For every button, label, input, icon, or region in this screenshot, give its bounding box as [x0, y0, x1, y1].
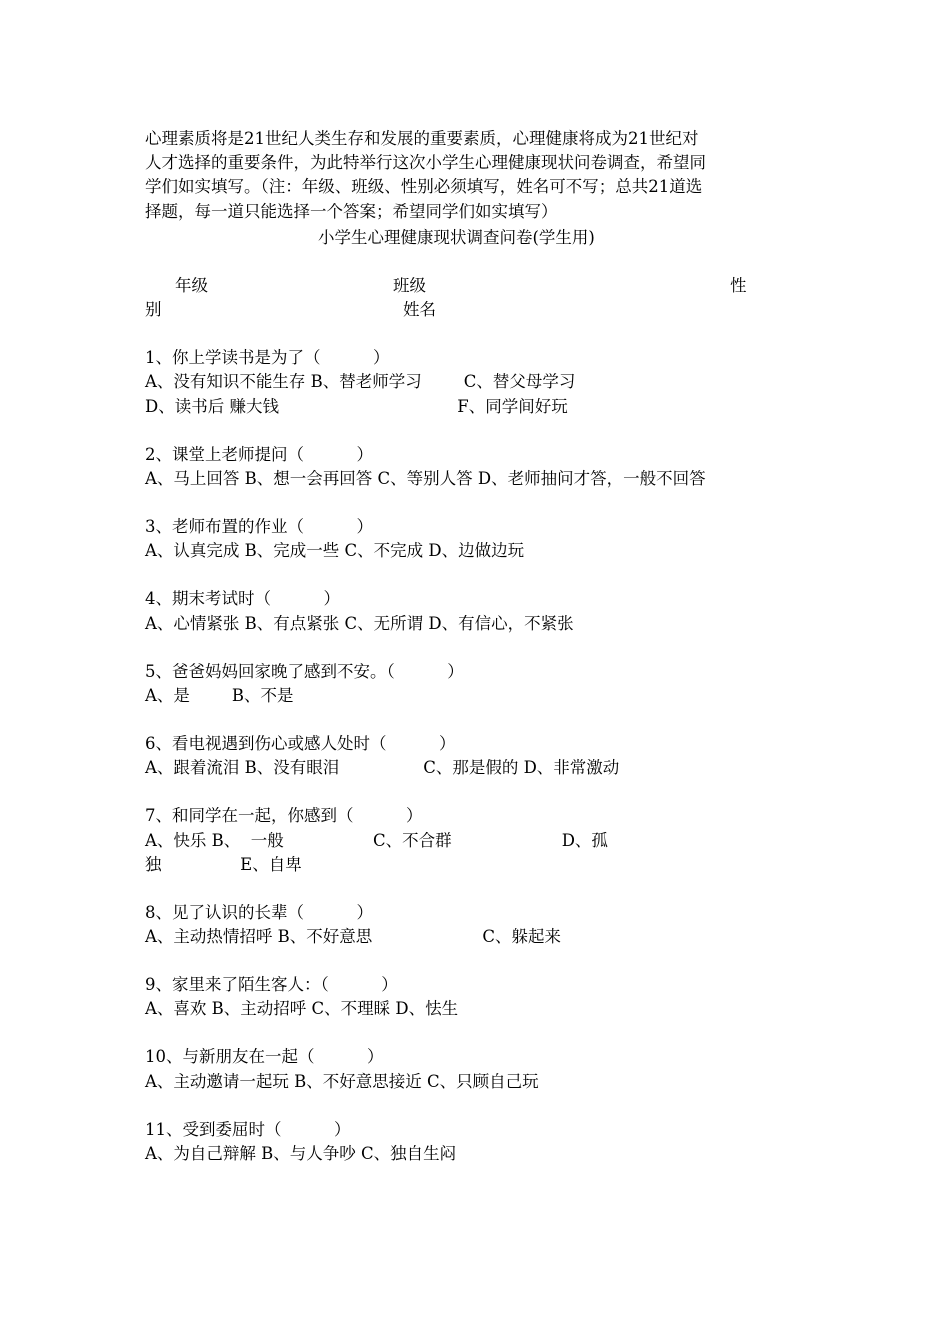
question-7-options-line-2: 独 E、自卑 [145, 855, 302, 874]
question-1-options-line-1: A、没有知识不能生存 B、替老师学习 C、替父母学习 [145, 372, 576, 391]
question-5-options: A、是 B、不是 [145, 686, 294, 705]
field-gender-label-part1: 性 [730, 276, 747, 295]
question-10-options: A、主动邀请一起玩 B、不好意思接近 C、只顾自己玩 [145, 1072, 539, 1091]
question-1: 1、你上学读书是为了（ ） [145, 348, 390, 367]
field-class-label: 班级 [393, 276, 426, 295]
question-2-options: A、马上回答 B、想一会再回答 C、等别人答 D、老师抽问才答，一般不回答 [145, 469, 706, 488]
question-1-options-line-2: D、读书后 赚大钱 F、同学间好玩 [145, 397, 568, 416]
field-gender-label-part2: 别 [145, 300, 162, 319]
intro-line-4: 择题，每一道只能选择一个答案；希望同学们如实填写） [145, 202, 558, 221]
question-11: 11、受到委屈时（ ） [145, 1120, 351, 1139]
question-10: 10、与新朋友在一起（ ） [145, 1047, 384, 1066]
field-name-label: 姓名 [403, 300, 436, 319]
question-5: 5、爸爸妈妈回家晚了感到不安。（ ） [145, 662, 464, 681]
question-6: 6、看电视遇到伤心或感人处时（ ） [145, 734, 456, 753]
intro-line-2: 人才选择的重要条件，为此特举行这次小学生心理健康现状问卷调查，希望同 [145, 153, 706, 172]
field-grade-label: 年级 [175, 276, 208, 295]
question-8-options: A、主动热情招呼 B、不好意思 C、躲起来 [145, 927, 562, 946]
question-2: 2、课堂上老师提问（ ） [145, 445, 373, 464]
question-9: 9、家里来了陌生客人：（ ） [145, 975, 398, 994]
question-7-options-line-1: A、快乐 B、 一般 C、不合群 D、孤 [145, 831, 608, 850]
intro-line-1: 心理素质将是21世纪人类生存和发展的重要素质，心理健康将成为21世纪对 [145, 129, 699, 148]
intro-line-3: 学们如实填写。（注：年级、班级、性别必须填写，姓名可不写；总共21道选 [145, 177, 703, 196]
question-7: 7、和同学在一起，你感到（ ） [145, 806, 423, 825]
question-8: 8、见了认识的长辈（ ） [145, 903, 373, 922]
question-3-options: A、认真完成 B、完成一些 C、不完成 D、边做边玩 [145, 541, 525, 560]
question-6-options: A、跟着流泪 B、没有眼泪 C、那是假的 D、非常激动 [145, 758, 620, 777]
question-11-options: A、为自己辩解 B、与人争吵 C、独自生闷 [145, 1144, 457, 1163]
question-4-options: A、心情紧张 B、有点紧张 C、无所谓 D、有信心，不紧张 [145, 614, 574, 633]
question-3: 3、老师布置的作业（ ） [145, 517, 373, 536]
question-9-options: A、喜欢 B、主动招呼 C、不理睬 D、怯生 [145, 999, 459, 1018]
survey-title: 小学生心理健康现状调查问卷(学生用) [318, 228, 595, 247]
question-4: 4、期末考试时（ ） [145, 589, 340, 608]
